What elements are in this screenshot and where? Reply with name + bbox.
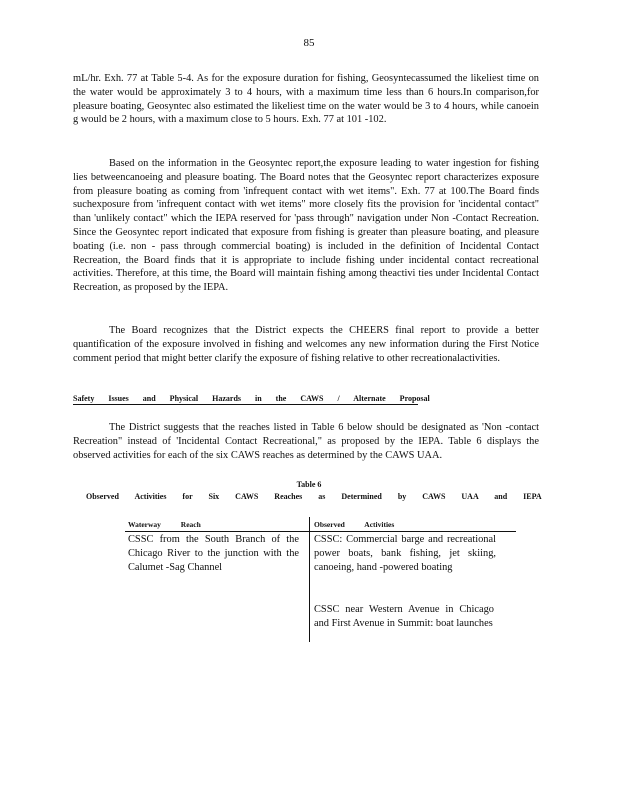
paragraph-geosyntec-report: Based on the information in the Geosyntec report,the exposure leading to water ingestion for fishing lies betweencanoeing and pleasure boating. The Board notes that the Geosyntec report characterizes exposure from pleasure boating as coming from 'infrequent contact with wet items". Exh. 77 at 100.The Board finds suchexposure from 'infrequent contact with wet items" more closely fits the provision for 'incidental contact" than 'unlikely contact" which the IEPA reserved for 'pass through" navigation under Non -Contact Recreation. Since the Geosyntec report indicated that exposure from fishing is greater than pleasure boating, and pleasure boating (i.e. non - pass through commercial boating) is included in the definition of Incidental Contact Recreation, the Board finds that it is appropriate to include fishing under incidental contact recreational activities. Therefore, at this time, the Board will maintain fishing among theactivi ties under Incidental Contact Recreation, as proposed by the IEPA.: [73, 158, 539, 294]
table-cell-activities-cssc: CSSC: Commercial barge and recreational power boats, bank fishing, jet skiing, canoeing, hand -powered boating: [314, 534, 496, 573]
table-header-observed-activities: Observed Activities: [314, 520, 395, 529]
table-header-waterway-reach: Waterway Reach: [128, 520, 201, 529]
paragraph-board-recognizes: The Board recognizes that the District expects the CHEERS final report to provide a better quantification of the exposure involved in fishing and welcomes any new information during the First Notice comment period that might better clarify the exposure of fishing relative to other recreationalactivities.: [73, 325, 539, 364]
table-cell-reach: CSSC from the South Branch of the Chicago River to the junction with the Calumet -Sag Channel: [128, 534, 299, 573]
activities-table: [125, 517, 516, 642]
table-header-rule: [125, 531, 516, 532]
page-number: 85: [303, 37, 315, 49]
table-title: Observed Activities for Six CAWS Reaches as Determined by CAWS UAA and IEPA: [86, 492, 542, 501]
table-cell-activities-launches: CSSC near Western Avenue in Chicago and First Avenue in Summit: boat launches: [314, 604, 494, 629]
table-column-divider: [309, 517, 310, 642]
paragraph-district-suggests: The District suggests that the reaches listed in Table 6 below should be designated as 'Non -contact Recreation" instead of 'Incidental Contact Recreational," as proposed by the IEPA. Table 6 displays the observed activities for each of the six CAWS reaches as determined by the CAWS UAA.: [73, 422, 539, 461]
table-caption: Table 6: [296, 480, 322, 489]
paragraph-exposure-duration: mL/hr. Exh. 77 at Table 5-4. As for the exposure duration for fishing, Geosyntecassumed the likeliest time on the water would be approximately 3 to 4 hours, with a maximum time less than 6 hours.In comparison,for pleasure boating, Geosyntec also estimated the likeliest time on the water would be 3 to 4 hours, while canoein g would be 2 hours, with a maximum close to 5 hours. Exh. 77 at 101 -102.: [73, 73, 539, 126]
section-heading: Safety Issues and Physical Hazards in the CAWS / Alternate Proposal: [73, 394, 430, 403]
